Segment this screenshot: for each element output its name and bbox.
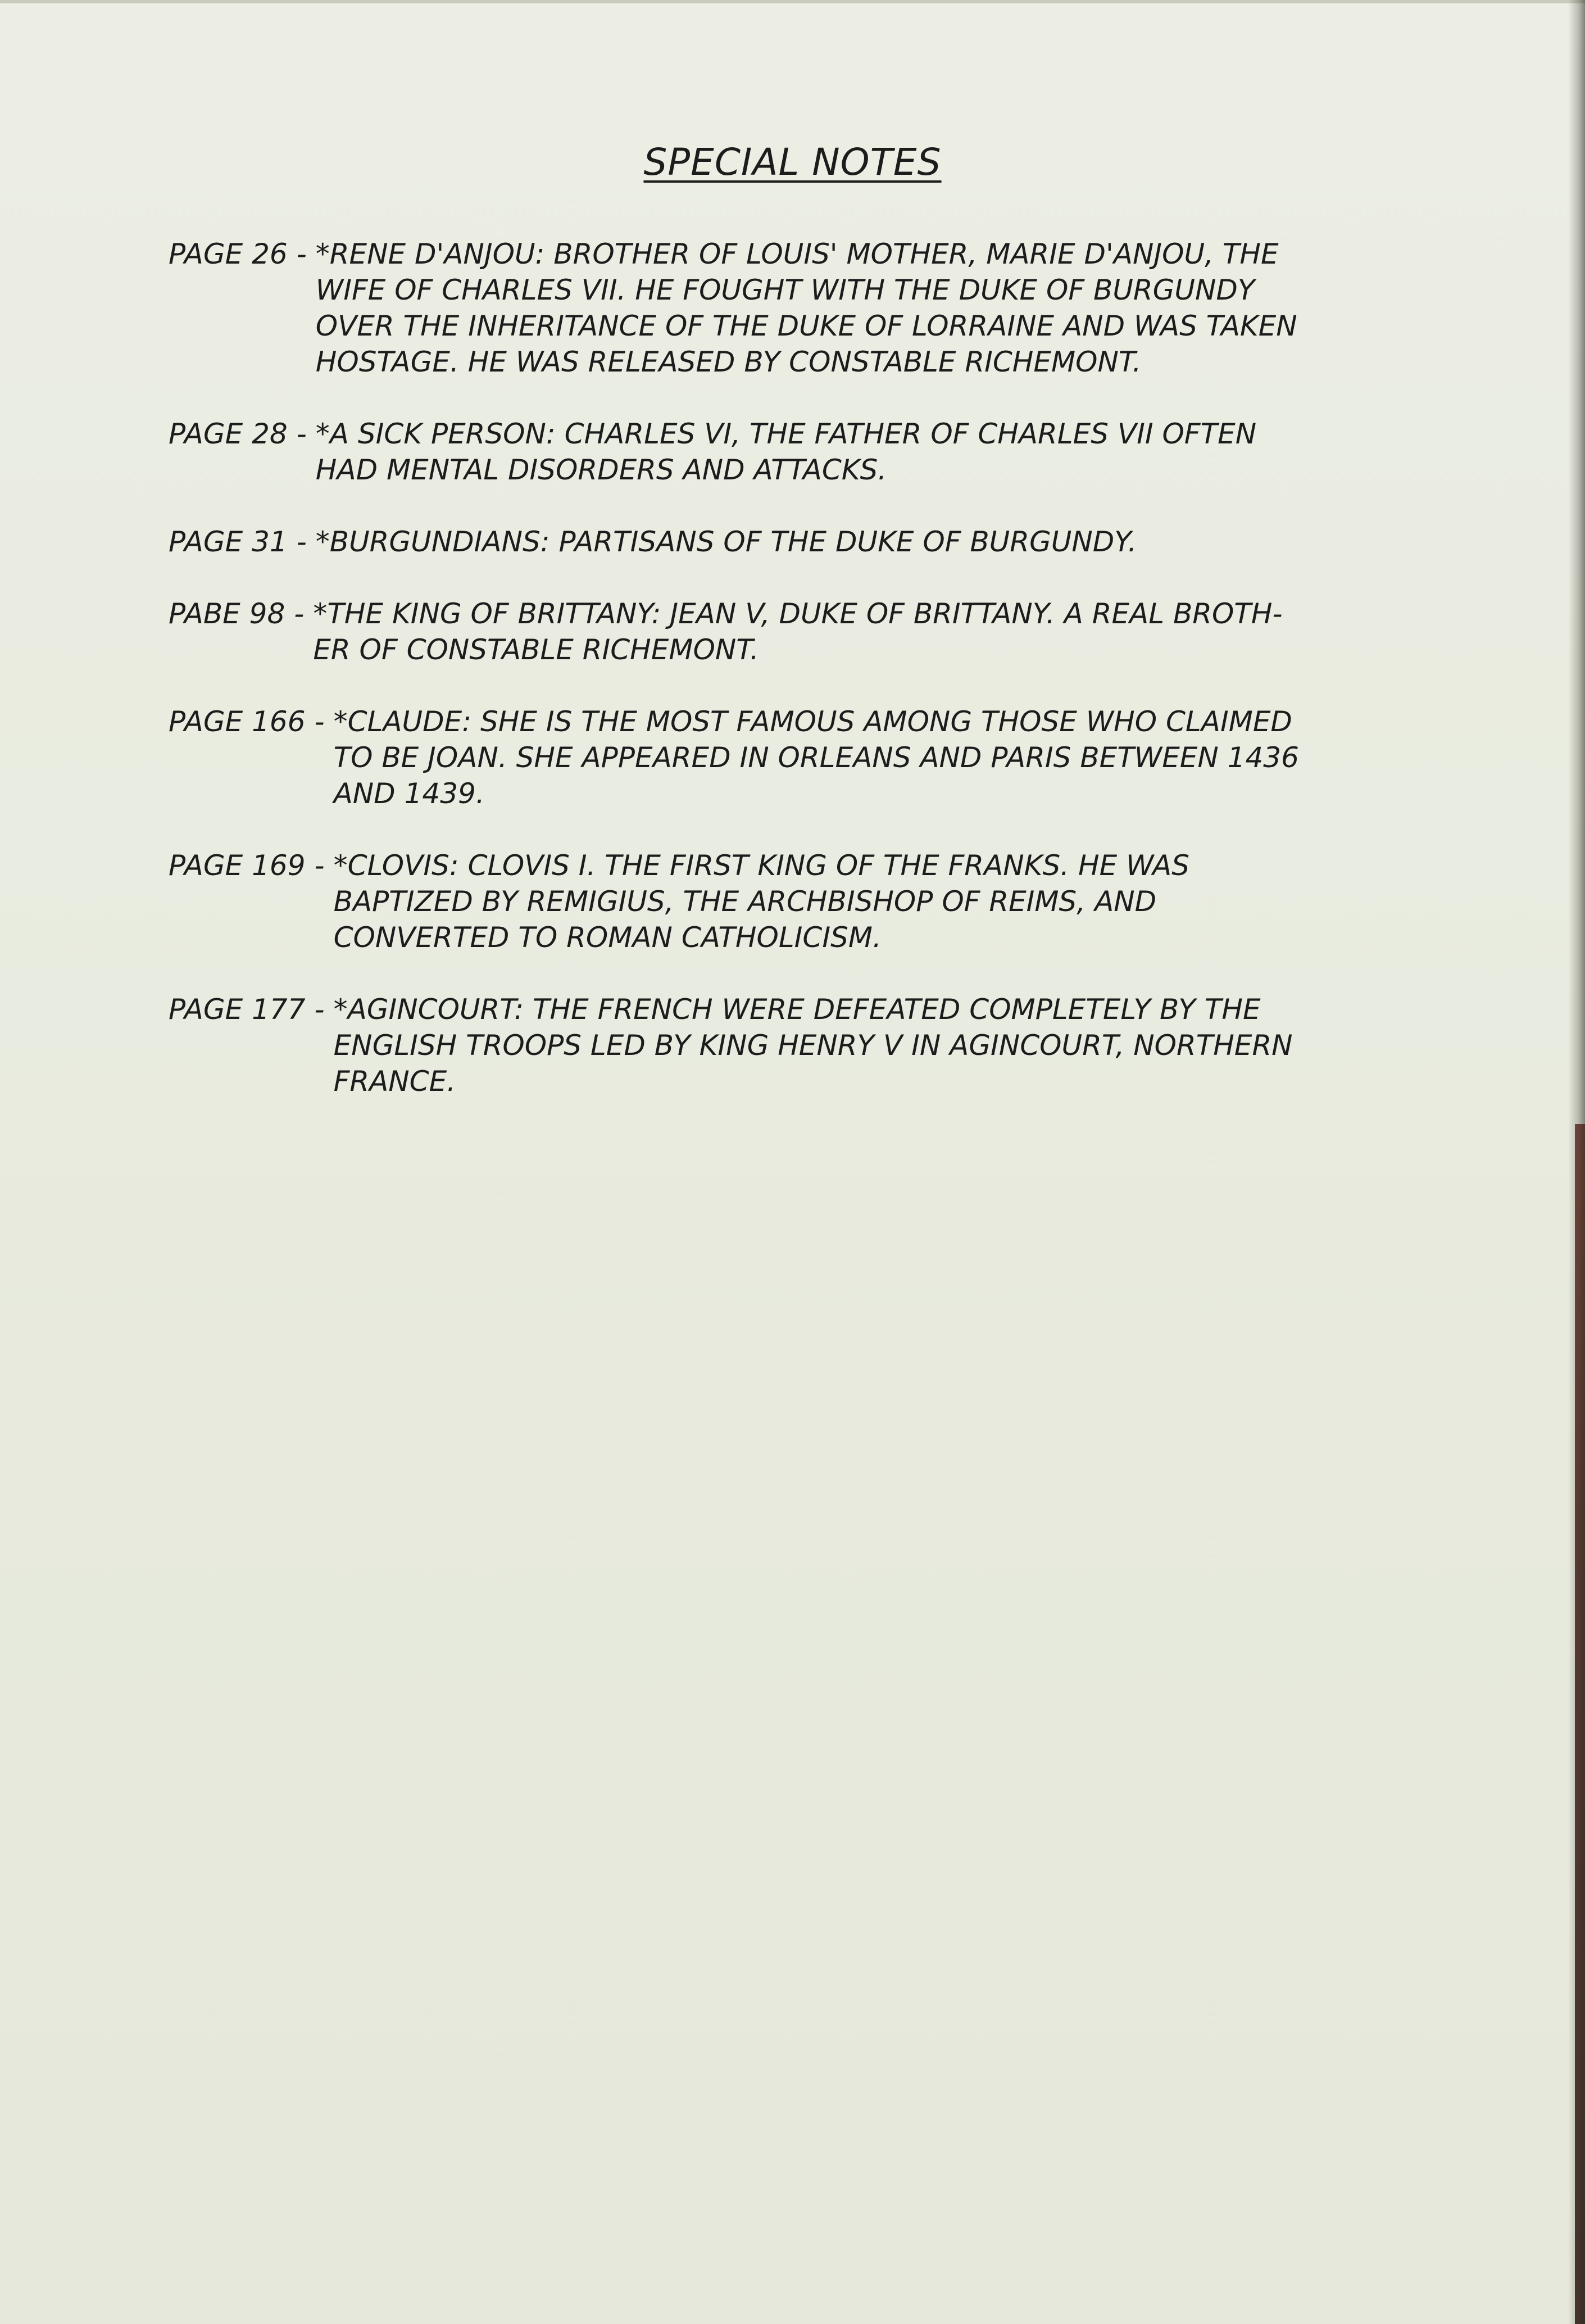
note-dash: - <box>296 525 307 558</box>
note-item <box>169 416 1405 488</box>
note-text <box>334 991 1405 1099</box>
note-item <box>169 524 1405 560</box>
note-line: HAD MENTAL DISORDERS AND ATTACKS. <box>315 454 887 486</box>
note-page-ref: PAGE 177 <box>169 993 306 1026</box>
note-page-ref: PAGE 166 <box>169 705 306 738</box>
note-item <box>169 236 1405 380</box>
note-text <box>334 848 1405 955</box>
note-dash: - <box>314 993 325 1026</box>
note-line: AND 1439. <box>333 777 485 810</box>
note-item <box>169 704 1405 812</box>
note-line: TO BE JOAN. SHE APPEARED IN ORLEANS AND PARIS BETWEEN 1436 <box>333 741 1299 774</box>
note-text <box>316 416 1405 488</box>
page-title <box>0 141 1585 184</box>
note-page-ref: PAGE 31 <box>169 525 288 558</box>
note-dash: - <box>314 705 325 738</box>
note-page-ref: PABE 98 <box>169 597 285 630</box>
note-text <box>313 596 1405 668</box>
note-dash: - <box>294 597 305 630</box>
note-line: *A SICK PERSON: CHARLES VI, THE FATHER OF CHARLES VII OFTEN <box>315 418 1257 450</box>
page-edge-shadow <box>1568 0 1585 2324</box>
note-line: *THE KING OF BRITTANY: JEAN V, DUKE OF BRITTANY. A REAL BROTH- <box>313 597 1283 630</box>
note-page-ref: PAGE 28 <box>169 418 288 450</box>
note-item <box>169 596 1405 668</box>
note-line: BAPTIZED BY REMIGIUS, THE ARCHBISHOP OF REIMS, AND <box>333 885 1157 918</box>
note-page-ref: PAGE 169 <box>169 849 306 882</box>
note-dash: - <box>296 238 307 270</box>
note-item <box>169 991 1405 1099</box>
note-line: ENGLISH TROOPS LED BY KING HENRY V IN AGINCOURT, NORTHERN <box>333 1029 1293 1062</box>
note-line: WIFE OF CHARLES VII. HE FOUGHT WITH THE DUKE OF BURGUNDY <box>315 274 1255 306</box>
note-line: OVER THE INHERITANCE OF THE DUKE OF LORRAINE AND WAS TAKEN <box>315 310 1297 342</box>
note-line: CONVERTED TO ROMAN CATHOLICISM. <box>333 921 882 954</box>
note-text <box>334 704 1405 812</box>
note-line: HOSTAGE. HE WAS RELEASED BY CONSTABLE RICHEMONT. <box>315 346 1142 378</box>
note-line: *CLAUDE: SHE IS THE MOST FAMOUS AMONG THOSE WHO CLAIMED <box>333 705 1292 738</box>
note-line: *RENE D'ANJOU: BROTHER OF LOUIS' MOTHER, MARIE D'ANJOU, THE <box>315 238 1279 270</box>
note-text <box>316 236 1405 380</box>
note-line: ER OF CONSTABLE RICHEMONT. <box>313 633 759 666</box>
note-dash: - <box>296 418 307 450</box>
top-edge <box>0 0 1585 3</box>
notes-list <box>169 236 1405 1135</box>
note-line: *BURGUNDIANS: PARTISANS OF THE DUKE OF BURGUNDY. <box>315 525 1137 558</box>
note-text <box>316 524 1405 560</box>
note-item <box>169 848 1405 955</box>
note-line: FRANCE. <box>333 1065 456 1098</box>
note-line: *CLOVIS: CLOVIS I. THE FIRST KING OF THE FRANKS. HE WAS <box>333 849 1189 882</box>
page-title-text: SPECIAL NOTES <box>643 141 942 184</box>
note-dash: - <box>314 849 325 882</box>
note-line: *AGINCOURT: THE FRENCH WERE DEFEATED COMPLETELY BY THE <box>333 993 1261 1026</box>
note-page-ref: PAGE 26 <box>169 238 288 270</box>
